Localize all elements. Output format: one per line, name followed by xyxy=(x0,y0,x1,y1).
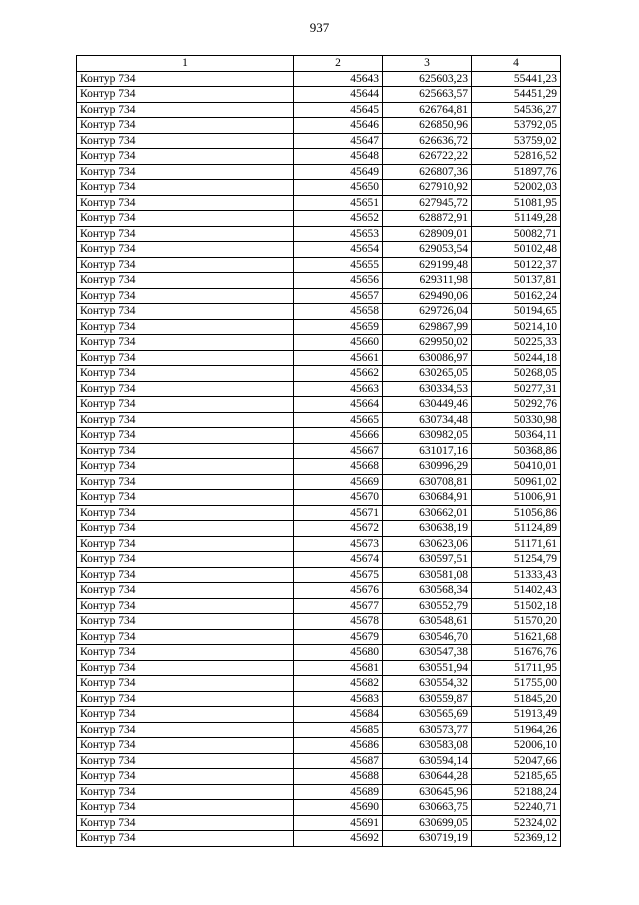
table-row xyxy=(77,738,561,754)
coordinate-y-cell: 51755,00 xyxy=(472,676,561,692)
point-number-cell: 45651 xyxy=(294,195,383,211)
contour-name-cell: Контур 734 xyxy=(77,800,294,816)
point-number-cell: 45670 xyxy=(294,490,383,506)
coordinate-x-cell: 630662,01 xyxy=(383,505,472,521)
coordinate-y-cell: 52188,24 xyxy=(472,784,561,800)
coordinate-y-cell: 50364,11 xyxy=(472,428,561,444)
contour-name-cell: Контур 734 xyxy=(77,242,294,258)
contour-name-cell: Контур 734 xyxy=(77,722,294,738)
table-row xyxy=(77,149,561,165)
coordinate-y-cell: 52369,12 xyxy=(472,831,561,847)
coordinate-y-cell: 51149,28 xyxy=(472,211,561,227)
table-row xyxy=(77,242,561,258)
point-number-cell: 45687 xyxy=(294,753,383,769)
point-number-cell: 45647 xyxy=(294,133,383,149)
table-row xyxy=(77,412,561,428)
coordinate-x-cell: 630663,75 xyxy=(383,800,472,816)
coordinate-x-cell: 630554,32 xyxy=(383,676,472,692)
coordinate-x-cell: 630684,91 xyxy=(383,490,472,506)
table-row xyxy=(77,102,561,118)
coordinate-x-cell: 630546,70 xyxy=(383,629,472,645)
table-row xyxy=(77,366,561,382)
point-number-cell: 45660 xyxy=(294,335,383,351)
table-row xyxy=(77,598,561,614)
point-number-cell: 45680 xyxy=(294,645,383,661)
coordinate-x-cell: 629867,99 xyxy=(383,319,472,335)
contour-name-cell: Контур 734 xyxy=(77,443,294,459)
coordinate-y-cell: 51333,43 xyxy=(472,567,561,583)
point-number-cell: 45644 xyxy=(294,87,383,103)
coordinate-x-cell: 630334,53 xyxy=(383,381,472,397)
coordinate-y-cell: 52002,03 xyxy=(472,180,561,196)
coordinate-y-cell: 51621,68 xyxy=(472,629,561,645)
contour-name-cell: Контур 734 xyxy=(77,815,294,831)
coordinate-x-cell: 630552,79 xyxy=(383,598,472,614)
table-row xyxy=(77,381,561,397)
coordinate-x-cell: 631017,16 xyxy=(383,443,472,459)
coordinate-y-cell: 51254,79 xyxy=(472,552,561,568)
coordinate-y-cell: 50292,76 xyxy=(472,397,561,413)
coordinate-x-cell: 630583,08 xyxy=(383,738,472,754)
point-number-cell: 45666 xyxy=(294,428,383,444)
coordinate-x-cell: 630265,05 xyxy=(383,366,472,382)
coordinate-y-cell: 51897,76 xyxy=(472,164,561,180)
coordinate-x-cell: 626636,72 xyxy=(383,133,472,149)
table-row xyxy=(77,211,561,227)
point-number-cell: 45683 xyxy=(294,691,383,707)
table-row xyxy=(77,87,561,103)
table-row xyxy=(77,273,561,289)
contour-name-cell: Контур 734 xyxy=(77,505,294,521)
page-number: 937 xyxy=(309,20,330,35)
contour-name-cell: Контур 734 xyxy=(77,397,294,413)
point-number-cell: 45663 xyxy=(294,381,383,397)
point-number-cell: 45674 xyxy=(294,552,383,568)
table-row xyxy=(77,536,561,552)
point-number-cell: 45676 xyxy=(294,583,383,599)
coordinate-y-cell: 50214,10 xyxy=(472,319,561,335)
contour-name-cell: Контур 734 xyxy=(77,660,294,676)
point-number-cell: 45661 xyxy=(294,350,383,366)
contour-name-cell: Контур 734 xyxy=(77,195,294,211)
contour-name-cell: Контур 734 xyxy=(77,319,294,335)
coordinate-x-cell: 630581,08 xyxy=(383,567,472,583)
coordinate-y-cell: 54451,29 xyxy=(472,87,561,103)
point-number-cell: 45685 xyxy=(294,722,383,738)
table-row xyxy=(77,164,561,180)
table-row xyxy=(77,691,561,707)
coordinate-y-cell: 50410,01 xyxy=(472,459,561,475)
coordinate-y-cell: 51502,18 xyxy=(472,598,561,614)
coordinate-x-cell: 630551,94 xyxy=(383,660,472,676)
coordinate-y-cell: 52324,02 xyxy=(472,815,561,831)
coordinate-y-cell: 50137,81 xyxy=(472,273,561,289)
point-number-cell: 45678 xyxy=(294,614,383,630)
table-row xyxy=(77,257,561,273)
coordinate-y-cell: 51676,76 xyxy=(472,645,561,661)
table-row xyxy=(77,800,561,816)
point-number-cell: 45691 xyxy=(294,815,383,831)
coordinate-x-cell: 630699,05 xyxy=(383,815,472,831)
point-number-cell: 45665 xyxy=(294,412,383,428)
point-number-cell: 45654 xyxy=(294,242,383,258)
coordinate-x-cell: 629950,02 xyxy=(383,335,472,351)
coordinate-x-cell: 625663,57 xyxy=(383,87,472,103)
point-number-cell: 45673 xyxy=(294,536,383,552)
coordinate-y-cell: 50102,48 xyxy=(472,242,561,258)
point-number-cell: 45653 xyxy=(294,226,383,242)
contour-name-cell: Контур 734 xyxy=(77,490,294,506)
coordinate-y-cell: 50122,37 xyxy=(472,257,561,273)
table-row xyxy=(77,629,561,645)
contour-name-cell: Контур 734 xyxy=(77,180,294,196)
contour-name-cell: Контур 734 xyxy=(77,102,294,118)
contour-name-cell: Контур 734 xyxy=(77,645,294,661)
table-row xyxy=(77,815,561,831)
table-row xyxy=(77,397,561,413)
table-row xyxy=(77,505,561,521)
coordinate-y-cell: 51570,20 xyxy=(472,614,561,630)
coordinate-x-cell: 626850,96 xyxy=(383,118,472,134)
coordinate-y-cell: 52006,10 xyxy=(472,738,561,754)
point-number-cell: 45655 xyxy=(294,257,383,273)
coordinate-x-cell: 626764,81 xyxy=(383,102,472,118)
point-number-cell: 45675 xyxy=(294,567,383,583)
point-number-cell: 45652 xyxy=(294,211,383,227)
contour-name-cell: Контур 734 xyxy=(77,614,294,630)
column-header-4: 4 xyxy=(472,56,561,72)
point-number-cell: 45672 xyxy=(294,521,383,537)
table-row xyxy=(77,71,561,87)
contour-name-cell: Контур 734 xyxy=(77,164,294,180)
table-row xyxy=(77,443,561,459)
coordinate-y-cell: 51124,89 xyxy=(472,521,561,537)
table-body xyxy=(77,71,561,846)
coordinate-y-cell: 51845,20 xyxy=(472,691,561,707)
table-row xyxy=(77,521,561,537)
table-row xyxy=(77,118,561,134)
point-number-cell: 45645 xyxy=(294,102,383,118)
coordinate-x-cell: 628909,01 xyxy=(383,226,472,242)
coordinate-x-cell: 630734,48 xyxy=(383,412,472,428)
contour-name-cell: Контур 734 xyxy=(77,226,294,242)
table-row xyxy=(77,614,561,630)
coordinate-x-cell: 629726,04 xyxy=(383,304,472,320)
coordinate-x-cell: 629311,98 xyxy=(383,273,472,289)
coordinate-y-cell: 50244,18 xyxy=(472,350,561,366)
contour-name-cell: Контур 734 xyxy=(77,335,294,351)
coordinate-x-cell: 630719,19 xyxy=(383,831,472,847)
point-number-cell: 45677 xyxy=(294,598,383,614)
coordinate-y-cell: 53759,02 xyxy=(472,133,561,149)
coordinate-x-cell: 630982,05 xyxy=(383,428,472,444)
coordinate-x-cell: 627910,92 xyxy=(383,180,472,196)
contour-name-cell: Контур 734 xyxy=(77,474,294,490)
coordinate-x-cell: 630449,46 xyxy=(383,397,472,413)
coordinate-y-cell: 51964,26 xyxy=(472,722,561,738)
coordinate-y-cell: 50082,71 xyxy=(472,226,561,242)
coordinate-x-cell: 630547,38 xyxy=(383,645,472,661)
coordinate-y-cell: 50162,24 xyxy=(472,288,561,304)
contour-name-cell: Контур 734 xyxy=(77,459,294,475)
table-row xyxy=(77,552,561,568)
point-number-cell: 45690 xyxy=(294,800,383,816)
coordinate-x-cell: 630638,19 xyxy=(383,521,472,537)
point-number-cell: 45692 xyxy=(294,831,383,847)
contour-name-cell: Контур 734 xyxy=(77,676,294,692)
coordinate-y-cell: 52816,52 xyxy=(472,149,561,165)
contour-name-cell: Контур 734 xyxy=(77,350,294,366)
point-number-cell: 45648 xyxy=(294,149,383,165)
contour-name-cell: Контур 734 xyxy=(77,71,294,87)
contour-name-cell: Контур 734 xyxy=(77,784,294,800)
point-number-cell: 45659 xyxy=(294,319,383,335)
contour-name-cell: Контур 734 xyxy=(77,567,294,583)
coordinate-y-cell: 50225,33 xyxy=(472,335,561,351)
coordinate-x-cell: 629199,48 xyxy=(383,257,472,273)
contour-name-cell: Контур 734 xyxy=(77,412,294,428)
table-row xyxy=(77,753,561,769)
contour-name-cell: Контур 734 xyxy=(77,211,294,227)
point-number-cell: 45649 xyxy=(294,164,383,180)
coordinate-y-cell: 50330,98 xyxy=(472,412,561,428)
contour-name-cell: Контур 734 xyxy=(77,133,294,149)
contour-name-cell: Контур 734 xyxy=(77,691,294,707)
coordinate-x-cell: 629053,54 xyxy=(383,242,472,258)
point-number-cell: 45686 xyxy=(294,738,383,754)
coordinate-x-cell: 630645,96 xyxy=(383,784,472,800)
coordinate-x-cell: 630644,28 xyxy=(383,769,472,785)
contour-name-cell: Контур 734 xyxy=(77,428,294,444)
contour-name-cell: Контур 734 xyxy=(77,536,294,552)
coordinate-x-cell: 630568,34 xyxy=(383,583,472,599)
coordinate-x-cell: 625603,23 xyxy=(383,71,472,87)
coordinate-x-cell: 630597,51 xyxy=(383,552,472,568)
contour-name-cell: Контур 734 xyxy=(77,149,294,165)
table-row xyxy=(77,304,561,320)
coordinate-x-cell: 627945,72 xyxy=(383,195,472,211)
contour-name-cell: Контур 734 xyxy=(77,521,294,537)
coordinate-y-cell: 53792,05 xyxy=(472,118,561,134)
contour-name-cell: Контур 734 xyxy=(77,753,294,769)
contour-name-cell: Контур 734 xyxy=(77,769,294,785)
contour-name-cell: Контур 734 xyxy=(77,583,294,599)
contour-name-cell: Контур 734 xyxy=(77,738,294,754)
coordinate-x-cell: 626807,36 xyxy=(383,164,472,180)
coordinate-x-cell: 630623,06 xyxy=(383,536,472,552)
point-number-cell: 45657 xyxy=(294,288,383,304)
contour-name-cell: Контур 734 xyxy=(77,552,294,568)
column-header-1: 1 xyxy=(77,56,294,72)
point-number-cell: 45669 xyxy=(294,474,383,490)
table-row xyxy=(77,645,561,661)
point-number-cell: 45664 xyxy=(294,397,383,413)
coordinate-x-cell: 630086,97 xyxy=(383,350,472,366)
coordinates-table xyxy=(76,55,561,847)
contour-name-cell: Контур 734 xyxy=(77,381,294,397)
point-number-cell: 45658 xyxy=(294,304,383,320)
table-row xyxy=(77,722,561,738)
table-row xyxy=(77,226,561,242)
table-row xyxy=(77,660,561,676)
coordinate-y-cell: 54536,27 xyxy=(472,102,561,118)
coordinate-y-cell: 55441,23 xyxy=(472,71,561,87)
table-row xyxy=(77,676,561,692)
point-number-cell: 45671 xyxy=(294,505,383,521)
point-number-cell: 45646 xyxy=(294,118,383,134)
table-row xyxy=(77,350,561,366)
table-row xyxy=(77,288,561,304)
table-row xyxy=(77,831,561,847)
coordinate-y-cell: 51081,95 xyxy=(472,195,561,211)
coordinate-y-cell: 51006,91 xyxy=(472,490,561,506)
contour-name-cell: Контур 734 xyxy=(77,629,294,645)
table-row xyxy=(77,335,561,351)
point-number-cell: 45656 xyxy=(294,273,383,289)
coordinate-y-cell: 50961,02 xyxy=(472,474,561,490)
contour-name-cell: Контур 734 xyxy=(77,304,294,320)
point-number-cell: 45679 xyxy=(294,629,383,645)
table-row xyxy=(77,428,561,444)
table-row xyxy=(77,459,561,475)
table-row xyxy=(77,195,561,211)
table-header-row xyxy=(77,56,561,72)
coordinate-y-cell: 51711,95 xyxy=(472,660,561,676)
point-number-cell: 45643 xyxy=(294,71,383,87)
table-row xyxy=(77,319,561,335)
point-number-cell: 45689 xyxy=(294,784,383,800)
column-header-2: 2 xyxy=(294,56,383,72)
point-number-cell: 45682 xyxy=(294,676,383,692)
point-number-cell: 45662 xyxy=(294,366,383,382)
coordinate-y-cell: 51171,61 xyxy=(472,536,561,552)
table-row xyxy=(77,784,561,800)
contour-name-cell: Контур 734 xyxy=(77,707,294,723)
coordinate-x-cell: 628872,91 xyxy=(383,211,472,227)
coordinate-y-cell: 50268,05 xyxy=(472,366,561,382)
contour-name-cell: Контур 734 xyxy=(77,118,294,134)
point-number-cell: 45668 xyxy=(294,459,383,475)
coordinate-y-cell: 52240,71 xyxy=(472,800,561,816)
coordinate-y-cell: 50368,86 xyxy=(472,443,561,459)
contour-name-cell: Контур 734 xyxy=(77,87,294,103)
contour-name-cell: Контур 734 xyxy=(77,598,294,614)
contour-name-cell: Контур 734 xyxy=(77,831,294,847)
coordinate-y-cell: 50194,65 xyxy=(472,304,561,320)
coordinate-x-cell: 626722,22 xyxy=(383,149,472,165)
table-row xyxy=(77,490,561,506)
contour-name-cell: Контур 734 xyxy=(77,273,294,289)
coordinate-y-cell: 51056,86 xyxy=(472,505,561,521)
contour-name-cell: Контур 734 xyxy=(77,366,294,382)
coordinate-y-cell: 51402,43 xyxy=(472,583,561,599)
coordinate-x-cell: 630565,69 xyxy=(383,707,472,723)
table-row xyxy=(77,769,561,785)
coordinate-x-cell: 630548,61 xyxy=(383,614,472,630)
point-number-cell: 45650 xyxy=(294,180,383,196)
table-row xyxy=(77,707,561,723)
contour-name-cell: Контур 734 xyxy=(77,288,294,304)
contour-name-cell: Контур 734 xyxy=(77,257,294,273)
coordinate-x-cell: 630573,77 xyxy=(383,722,472,738)
coordinate-y-cell: 50277,31 xyxy=(472,381,561,397)
table-row xyxy=(77,583,561,599)
table-row xyxy=(77,133,561,149)
column-header-3: 3 xyxy=(383,56,472,72)
point-number-cell: 45681 xyxy=(294,660,383,676)
coordinate-y-cell: 51913,49 xyxy=(472,707,561,723)
table-row xyxy=(77,567,561,583)
point-number-cell: 45667 xyxy=(294,443,383,459)
point-number-cell: 45688 xyxy=(294,769,383,785)
coordinate-x-cell: 630559,87 xyxy=(383,691,472,707)
coordinate-x-cell: 630996,29 xyxy=(383,459,472,475)
table-row xyxy=(77,180,561,196)
coordinate-x-cell: 630594,14 xyxy=(383,753,472,769)
coordinate-y-cell: 52185,65 xyxy=(472,769,561,785)
coordinate-y-cell: 52047,66 xyxy=(472,753,561,769)
coordinate-x-cell: 629490,06 xyxy=(383,288,472,304)
coordinate-x-cell: 630708,81 xyxy=(383,474,472,490)
table-row xyxy=(77,474,561,490)
point-number-cell: 45684 xyxy=(294,707,383,723)
